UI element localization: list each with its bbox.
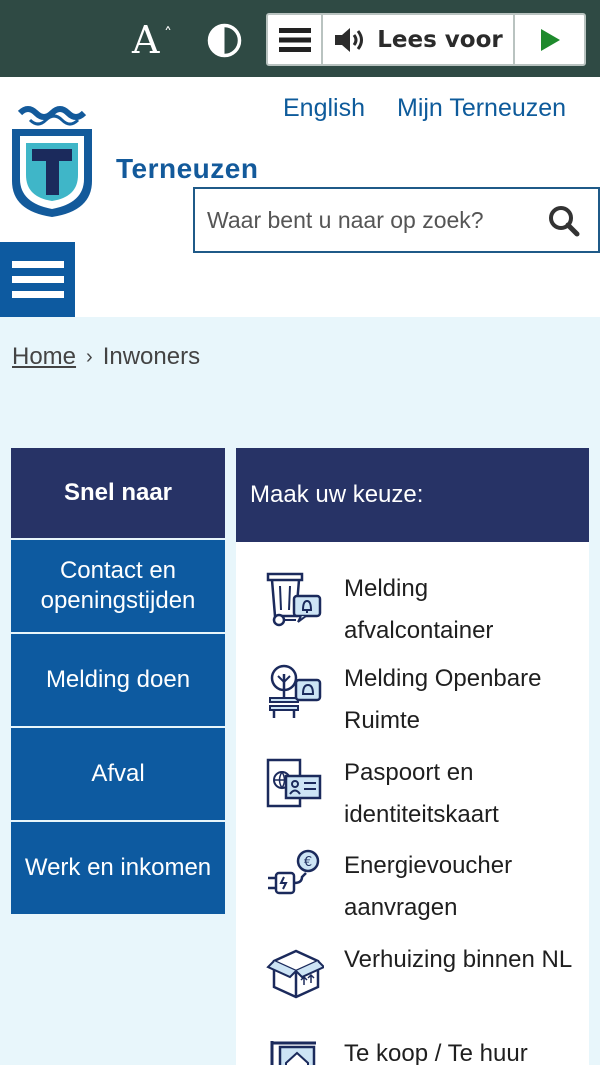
chevron-right-icon: ›	[86, 345, 93, 368]
choice-panel-title: Maak uw keuze:	[236, 448, 589, 542]
readspeaker-menu-button[interactable]	[268, 15, 323, 64]
readspeaker-widget	[266, 13, 586, 66]
terneuzen-logo-icon[interactable]	[8, 103, 96, 219]
menu-lines-icon	[279, 27, 311, 53]
quick-link-melding[interactable]: Melding doen	[11, 634, 225, 726]
accessibility-bar	[0, 0, 600, 77]
choice-item-label: Melding Openbare Ruimte	[344, 665, 542, 734]
play-icon	[539, 28, 561, 52]
search-input[interactable]	[207, 189, 537, 251]
energy-voucher-icon	[266, 849, 324, 909]
listen-label: Lees voor	[377, 26, 503, 53]
search-box	[193, 187, 600, 253]
choice-panel	[236, 448, 589, 1065]
hamburger-line	[12, 291, 64, 298]
site-header	[0, 77, 600, 317]
mijn-terneuzen-link[interactable]: Mijn Terneuzen	[397, 94, 567, 122]
search-icon[interactable]	[548, 205, 580, 237]
breadcrumb	[12, 343, 200, 371]
quick-link-contact[interactable]: Contact en openingstijden	[11, 540, 225, 632]
choice-item-label: Te koop / Te huur	[344, 1040, 528, 1065]
quick-links	[11, 448, 225, 914]
choice-item-paspoort[interactable]	[236, 756, 589, 846]
choice-item-label: Melding afvalcontainer	[344, 575, 494, 644]
hamburger-line	[12, 276, 64, 283]
public-space-icon	[266, 662, 324, 722]
quick-link-werk[interactable]: Werk en inkomen	[11, 822, 225, 914]
listen-button[interactable]	[323, 15, 515, 64]
waste-container-icon	[266, 572, 324, 632]
breadcrumb-home-link[interactable]: Home	[12, 343, 77, 370]
hamburger-icon	[12, 261, 64, 268]
choice-item-te-koop[interactable]	[236, 1037, 589, 1065]
speaker-icon	[333, 26, 367, 54]
moving-box-icon	[266, 943, 324, 1003]
main-menu-button[interactable]	[0, 242, 75, 317]
quick-links-title: Snel naar	[11, 448, 225, 538]
choice-item-label: Energievoucher aanvragen	[344, 852, 513, 921]
choice-item-openbare-ruimte[interactable]	[236, 662, 589, 752]
quick-link-afval[interactable]: Afval	[11, 728, 225, 820]
choice-item-energievoucher[interactable]	[236, 849, 589, 939]
breadcrumb-current: Inwoners	[102, 343, 201, 370]
english-link[interactable]: English	[283, 94, 365, 122]
caret-up-icon: ˄	[164, 24, 172, 43]
logo-text: Terneuzen	[116, 153, 259, 184]
choice-item-label: Paspoort en identiteitskaart	[344, 759, 499, 828]
play-button[interactable]	[515, 15, 584, 64]
contrast-button[interactable]	[207, 23, 242, 58]
font-size-button[interactable]	[132, 20, 178, 60]
house-sign-icon	[266, 1037, 324, 1065]
svg-text:€: €	[303, 855, 313, 870]
font-size-label: A	[132, 18, 160, 62]
id-card-icon	[266, 756, 324, 816]
contrast-icon	[207, 23, 242, 58]
choice-item-verhuizing[interactable]	[236, 943, 589, 1033]
choice-item-label: Verhuizing binnen NL	[344, 946, 573, 973]
choice-item-afvalcontainer[interactable]	[236, 572, 589, 662]
